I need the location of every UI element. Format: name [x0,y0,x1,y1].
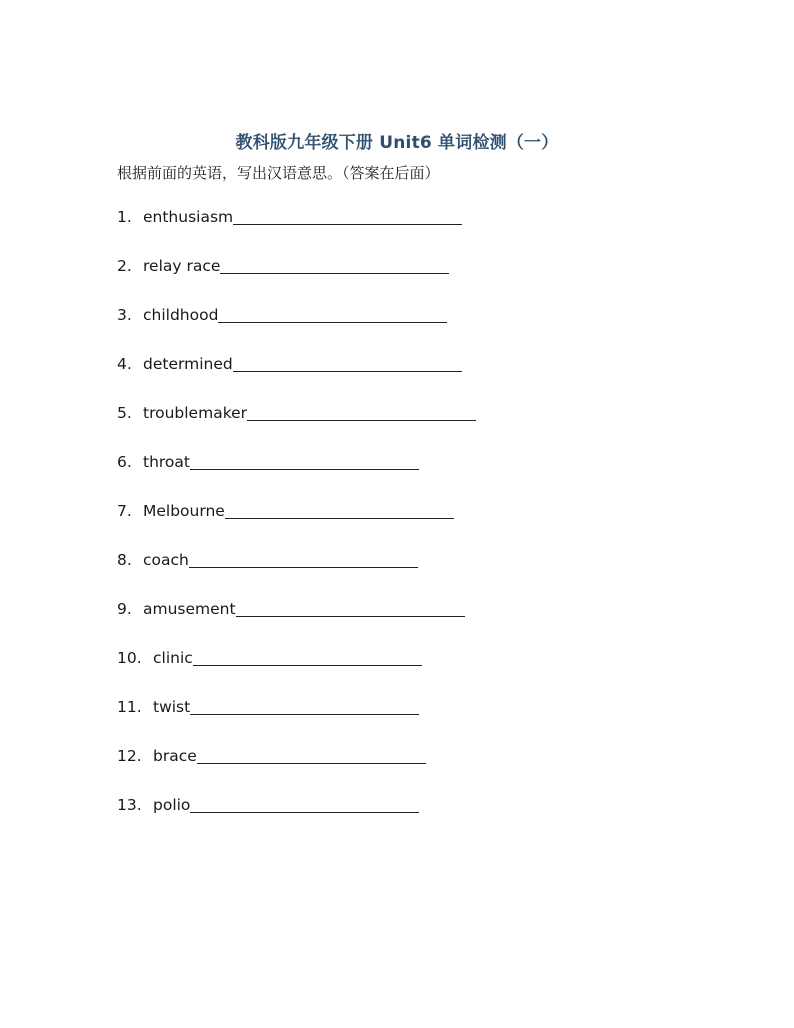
list-item [117,451,476,500]
answer-blank[interactable] [233,206,462,225]
item-number: 6. [117,453,132,471]
item-number: 11. [117,698,142,716]
item-number: 4. [117,355,132,373]
item-word: coach [143,551,189,569]
answer-blank[interactable] [193,647,422,666]
answer-blank[interactable] [190,794,419,813]
item-word: Melbourne [143,502,225,520]
list-item [117,206,476,255]
answer-blank[interactable] [189,549,418,568]
vocabulary-list [117,206,476,843]
answer-blank[interactable] [190,696,419,715]
list-item [117,255,476,304]
answer-blank[interactable] [197,745,426,764]
item-number: 1. [117,208,132,226]
answer-blank[interactable] [247,402,476,421]
answer-blank[interactable] [218,304,447,323]
item-word: relay race [143,257,221,275]
item-word: twist [153,698,191,716]
item-number: 5. [117,404,132,422]
item-word: polio [153,796,191,814]
list-item [117,745,476,794]
instruction-text: 根据前面的英语，写出汉语意思。（答案在后面） [117,164,440,182]
list-item [117,598,476,647]
item-word: amusement [143,600,236,618]
item-number: 2. [117,257,132,275]
list-item [117,647,476,696]
item-word: troublemaker [143,404,248,422]
item-word: throat [143,453,190,471]
item-word: childhood [143,306,219,324]
item-number: 10. [117,649,142,667]
list-item [117,696,476,745]
list-item [117,402,476,451]
answer-blank[interactable] [220,255,449,274]
answer-blank[interactable] [233,353,462,372]
item-word: enthusiasm [143,208,234,226]
list-item [117,549,476,598]
list-item [117,304,476,353]
answer-blank[interactable] [190,451,419,470]
answer-blank[interactable] [236,598,465,617]
item-word: brace [153,747,197,765]
answer-blank[interactable] [225,500,454,519]
list-item [117,353,476,402]
item-number: 13. [117,796,142,814]
item-word: determined [143,355,233,373]
list-item [117,500,476,549]
item-number: 8. [117,551,132,569]
item-number: 9. [117,600,132,618]
page-title: 教科版九年级下册 Unit6 单词检测（一） [235,133,559,153]
item-word: clinic [153,649,193,667]
item-number: 12. [117,747,142,765]
item-number: 3. [117,306,132,324]
item-number: 7. [117,502,132,520]
list-item [117,794,476,843]
